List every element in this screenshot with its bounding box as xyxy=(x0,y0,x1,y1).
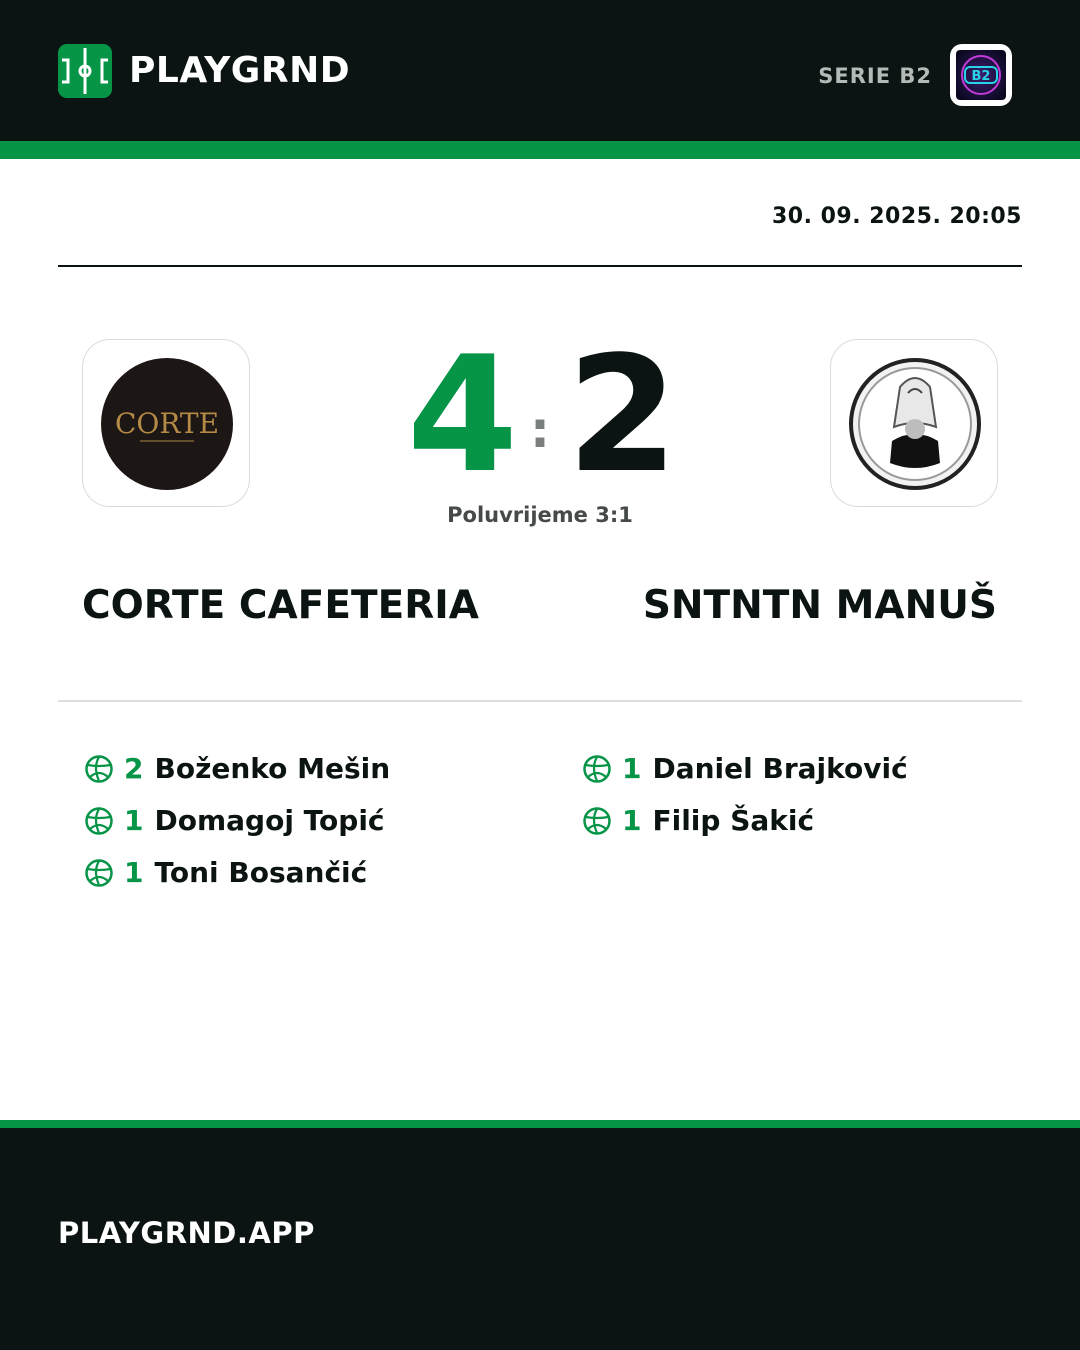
home-team-name[interactable]: CORTE CAFETERIA xyxy=(82,583,479,628)
home-crest-label: CORTE xyxy=(114,407,220,440)
player-name[interactable]: Daniel Brajković xyxy=(652,752,908,785)
soccer-ball-icon xyxy=(582,754,612,784)
scorer-item xyxy=(84,800,390,842)
player-name[interactable]: Toni Bosančić xyxy=(154,856,368,889)
home-team-crest[interactable] xyxy=(82,339,250,507)
soccer-ball-icon xyxy=(84,806,114,836)
score-separator: : xyxy=(530,401,550,459)
match-datetime: 30. 09. 2025. 20:05 xyxy=(771,204,1022,229)
away-scorers-list xyxy=(582,748,908,852)
corte-crest-icon xyxy=(100,357,234,491)
scorer-item xyxy=(582,800,908,842)
soccer-ball-icon xyxy=(582,806,612,836)
goal-count: 2 xyxy=(124,752,144,785)
away-team-crest[interactable] xyxy=(830,339,998,507)
player-name[interactable]: Domagoj Topić xyxy=(154,804,385,837)
soccer-ball-icon xyxy=(84,754,114,784)
halftime-score: Poluvrijeme 3:1 xyxy=(447,503,633,527)
soccer-ball-icon xyxy=(84,858,114,888)
footer-url-link[interactable]: PLAYGRND.APP xyxy=(58,1216,315,1250)
league-badge xyxy=(950,44,1012,106)
scorer-item xyxy=(84,852,390,894)
pitch-logo-icon xyxy=(58,44,112,98)
header-accent-stripe xyxy=(0,141,1080,159)
league-name: SERIE B2 xyxy=(818,64,932,88)
away-team-name[interactable]: SNTNTN MANUŠ xyxy=(642,583,997,628)
divider xyxy=(58,265,1022,267)
scorer-item xyxy=(582,748,908,790)
divider xyxy=(58,700,1022,702)
player-name[interactable]: Boženko Mešin xyxy=(154,752,391,785)
brand-name: PLAYGRND xyxy=(129,50,351,91)
scorer-item xyxy=(84,748,390,790)
league-badge-label: B2 xyxy=(971,69,991,84)
home-scorers-list xyxy=(84,748,390,904)
player-name[interactable]: Filip Šakić xyxy=(652,804,815,837)
home-score: 4 xyxy=(406,321,519,508)
goal-count: 1 xyxy=(622,752,642,785)
league-badge-icon xyxy=(956,50,1006,100)
brand[interactable] xyxy=(58,44,350,98)
goal-count: 1 xyxy=(124,856,144,889)
away-crest-icon xyxy=(848,357,982,491)
goal-count: 1 xyxy=(622,804,642,837)
footer-accent-stripe xyxy=(0,1120,1080,1128)
goal-count: 1 xyxy=(124,804,144,837)
away-score: 2 xyxy=(566,321,679,508)
